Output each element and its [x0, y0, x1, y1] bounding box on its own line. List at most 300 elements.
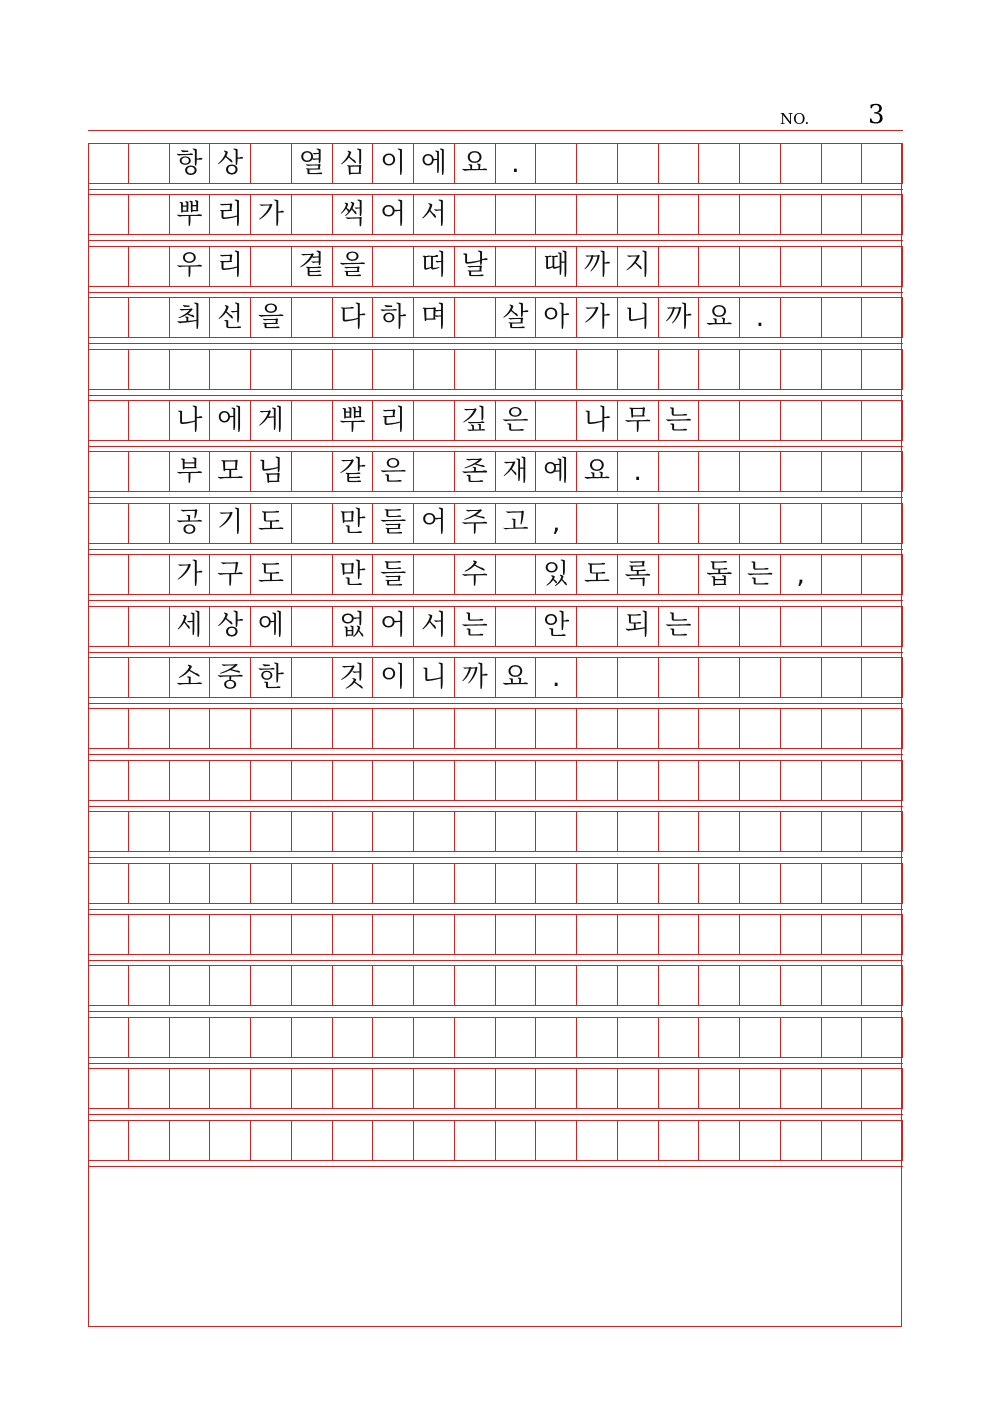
page-number-area [780, 100, 900, 130]
row-bottom-line [88, 1057, 903, 1058]
grid-cell [129, 914, 170, 954]
row-bottom-line [88, 903, 903, 904]
grid-cell [129, 349, 170, 389]
grid-cell [170, 914, 211, 954]
grid-cell [699, 1068, 740, 1108]
header-rule [88, 130, 903, 131]
grid-cell: 선 [210, 297, 251, 337]
grid-cell [170, 1068, 211, 1108]
grid-cell: 수 [455, 554, 496, 594]
grid-cell [740, 400, 781, 440]
grid-cell [496, 708, 537, 748]
grid-cell: 서 [414, 194, 455, 234]
grid-cell [496, 349, 537, 389]
grid-cell: , [536, 503, 577, 543]
row-gap-line [88, 600, 903, 601]
row-gap-line [88, 292, 903, 293]
grid-cell: 님 [251, 451, 292, 491]
grid-cell [659, 1017, 700, 1057]
grid-cell [862, 194, 903, 234]
grid-cell: 열 [292, 143, 333, 183]
row-bottom-line [88, 954, 903, 955]
grid-cell: 소 [170, 657, 211, 697]
row-cells [88, 863, 903, 903]
grid-cell [373, 708, 414, 748]
grid-cell [414, 554, 455, 594]
grid-cell [455, 811, 496, 851]
grid-cell [292, 194, 333, 234]
grid-cell [129, 503, 170, 543]
grid-cell [292, 1017, 333, 1057]
grid-cell [129, 246, 170, 286]
grid-cell [862, 914, 903, 954]
grid-cell [292, 503, 333, 543]
row-gap-line [88, 446, 903, 447]
grid-cell [251, 143, 292, 183]
grid-cell [373, 349, 414, 389]
grid-cell [699, 965, 740, 1005]
row-cells [88, 246, 903, 286]
grid-cell [129, 400, 170, 440]
grid-cell [781, 708, 822, 748]
grid-cell [822, 1120, 863, 1160]
grid-cell [536, 811, 577, 851]
grid-cell [740, 863, 781, 903]
grid-cell: 들 [373, 554, 414, 594]
row-gap-line [88, 240, 903, 241]
grid-cell [496, 1068, 537, 1108]
row-bottom-line [88, 594, 903, 595]
grid-cell: 떠 [414, 246, 455, 286]
row-gap-line [88, 1114, 903, 1115]
grid-cell: 리 [210, 246, 251, 286]
grid-cell: 이 [373, 657, 414, 697]
grid-cell: 을 [333, 246, 374, 286]
grid-cell: 심 [333, 143, 374, 183]
grid-row [88, 297, 903, 349]
grid-cell [88, 1120, 129, 1160]
grid-cell [577, 1068, 618, 1108]
row-bottom-line [88, 389, 903, 390]
grid-cell [577, 965, 618, 1005]
grid-cell [455, 708, 496, 748]
grid-cell [781, 451, 822, 491]
row-cells [88, 811, 903, 851]
row-gap-line [88, 909, 903, 910]
grid-cell [618, 1120, 659, 1160]
grid-cell [455, 349, 496, 389]
grid-cell [170, 760, 211, 800]
grid-cell [618, 657, 659, 697]
grid-cell [781, 194, 822, 234]
grid-cell [862, 246, 903, 286]
grid-cell [292, 400, 333, 440]
row-cells [88, 503, 903, 543]
grid-cell: 뿌 [170, 194, 211, 234]
grid-cell [699, 1120, 740, 1160]
row-gap-line [88, 549, 903, 550]
grid-cell [740, 811, 781, 851]
grid-cell [455, 914, 496, 954]
grid-cell [659, 914, 700, 954]
grid-cell [659, 503, 700, 543]
grid-cell: . [618, 451, 659, 491]
grid-cell: 때 [536, 246, 577, 286]
grid-cell: 하 [373, 297, 414, 337]
grid-row [88, 1017, 903, 1069]
grid-cell: 요 [699, 297, 740, 337]
row-cells [88, 1120, 903, 1160]
grid-cell [414, 914, 455, 954]
row-cells [88, 606, 903, 646]
grid-cell [170, 708, 211, 748]
grid-cell [88, 811, 129, 851]
grid-cell: 고 [496, 503, 537, 543]
row-gap-line [88, 1063, 903, 1064]
row-bottom-line [88, 800, 903, 801]
grid-cell [699, 657, 740, 697]
grid-cell [536, 1120, 577, 1160]
grid-cell [577, 811, 618, 851]
grid-cell [292, 811, 333, 851]
grid-cell [862, 1068, 903, 1108]
grid-cell: 공 [170, 503, 211, 543]
grid-cell [577, 143, 618, 183]
grid-cell [618, 1017, 659, 1057]
grid-cell [496, 914, 537, 954]
grid-row [88, 246, 903, 298]
row-bottom-line [88, 1108, 903, 1109]
grid-cell [659, 760, 700, 800]
grid-cell [822, 503, 863, 543]
row-gap-line [88, 652, 903, 653]
grid-cell: 같 [333, 451, 374, 491]
grid-cell [699, 811, 740, 851]
grid-cell [740, 760, 781, 800]
grid-cell [822, 400, 863, 440]
grid-cell [129, 554, 170, 594]
grid-cell: 어 [414, 503, 455, 543]
grid-cell [292, 554, 333, 594]
grid-cell [88, 708, 129, 748]
grid-cell [292, 657, 333, 697]
grid-cell [88, 503, 129, 543]
grid-cell [740, 606, 781, 646]
grid-cell: 상 [210, 606, 251, 646]
grid-cell: 요 [577, 451, 618, 491]
grid-cell [414, 1120, 455, 1160]
grid-cell [822, 863, 863, 903]
grid-cell [699, 760, 740, 800]
grid-cell [170, 1120, 211, 1160]
grid-cell [129, 194, 170, 234]
grid-row [88, 657, 903, 709]
grid-cell [699, 400, 740, 440]
grid-cell [414, 349, 455, 389]
grid-cell [210, 1120, 251, 1160]
grid-cell: . [536, 657, 577, 697]
grid-cell [373, 246, 414, 286]
grid-cell [292, 606, 333, 646]
grid-cell: 것 [333, 657, 374, 697]
grid-cell: 리 [210, 194, 251, 234]
grid-cell [373, 760, 414, 800]
grid-cell [292, 965, 333, 1005]
grid-cell: 가 [170, 554, 211, 594]
grid-cell: 도 [251, 554, 292, 594]
grid-cell: 아 [536, 297, 577, 337]
grid-cell [88, 297, 129, 337]
grid-cell: 깊 [455, 400, 496, 440]
grid-cell [129, 760, 170, 800]
grid-cell [251, 863, 292, 903]
grid-cell [618, 1068, 659, 1108]
row-bottom-line [88, 543, 903, 544]
grid-cell [292, 1068, 333, 1108]
grid-cell [659, 1120, 700, 1160]
grid-cell: 을 [251, 297, 292, 337]
grid-row [88, 143, 903, 195]
grid-cell [699, 194, 740, 234]
grid-cell [455, 297, 496, 337]
grid-cell: 록 [618, 554, 659, 594]
grid-cell [618, 503, 659, 543]
grid-cell [496, 1017, 537, 1057]
grid-cell [577, 657, 618, 697]
row-bottom-line [88, 851, 903, 852]
grid-cell [862, 657, 903, 697]
grid-cell: 는 [740, 554, 781, 594]
grid-cell: 중 [210, 657, 251, 697]
grid-cell [659, 194, 700, 234]
grid-cell [292, 914, 333, 954]
grid-cell: 살 [496, 297, 537, 337]
grid-cell [781, 246, 822, 286]
grid-cell [414, 863, 455, 903]
grid-cell [496, 606, 537, 646]
grid-cell [496, 863, 537, 903]
row-cells [88, 451, 903, 491]
grid-cell [699, 451, 740, 491]
grid-cell [170, 965, 211, 1005]
grid-cell [659, 965, 700, 1005]
row-cells [88, 554, 903, 594]
grid-cell [373, 811, 414, 851]
grid-cell [618, 965, 659, 1005]
grid-cell [292, 349, 333, 389]
page-number: 3 [868, 100, 885, 130]
grid-cell [822, 194, 863, 234]
grid-cell [170, 811, 211, 851]
grid-cell [373, 1017, 414, 1057]
grid-cell [862, 554, 903, 594]
grid-cell [333, 965, 374, 1005]
grid-cell [740, 914, 781, 954]
grid-cell [699, 143, 740, 183]
grid-cell [333, 1017, 374, 1057]
grid-cell [862, 349, 903, 389]
grid-cell [699, 1017, 740, 1057]
row-gap-line [88, 754, 903, 755]
row-cells [88, 657, 903, 697]
grid-cell [455, 1068, 496, 1108]
grid-cell: 썩 [333, 194, 374, 234]
grid-row [88, 914, 903, 966]
grid-cell [862, 708, 903, 748]
grid-cell [862, 760, 903, 800]
grid-cell [822, 349, 863, 389]
grid-cell [862, 503, 903, 543]
grid-row [88, 194, 903, 246]
grid-cell [536, 1017, 577, 1057]
grid-cell [88, 1068, 129, 1108]
grid-cell [822, 811, 863, 851]
row-bottom-line [88, 1160, 903, 1161]
grid-cell [88, 914, 129, 954]
row-cells [88, 1017, 903, 1057]
grid-cell: 구 [210, 554, 251, 594]
grid-cell [740, 246, 781, 286]
grid-row [88, 400, 903, 452]
grid-cell: 가 [251, 194, 292, 234]
grid-cell: 있 [536, 554, 577, 594]
grid-row [88, 863, 903, 915]
grid-cell [577, 1120, 618, 1160]
grid-cell [536, 863, 577, 903]
grid-cell [618, 194, 659, 234]
grid-cell [333, 914, 374, 954]
grid-cell [536, 965, 577, 1005]
grid-cell: 뿌 [333, 400, 374, 440]
row-cells [88, 400, 903, 440]
row-gap-line [88, 1166, 903, 1167]
grid-cell [88, 1017, 129, 1057]
grid-cell [577, 708, 618, 748]
row-cells [88, 1068, 903, 1108]
grid-cell [862, 297, 903, 337]
grid-cell [251, 246, 292, 286]
grid-cell: 는 [659, 606, 700, 646]
row-cells [88, 965, 903, 1005]
grid-cell [251, 1017, 292, 1057]
grid-cell [659, 811, 700, 851]
grid-cell [129, 657, 170, 697]
grid-cell: 무 [618, 400, 659, 440]
grid-cell [88, 606, 129, 646]
grid-cell [536, 708, 577, 748]
grid-cell [781, 503, 822, 543]
grid-cell [862, 451, 903, 491]
grid-cell [129, 965, 170, 1005]
grid-row [88, 606, 903, 658]
grid-cell [822, 965, 863, 1005]
grid-cell [781, 349, 822, 389]
grid-cell [292, 863, 333, 903]
grid-cell [659, 349, 700, 389]
grid-cell: 가 [577, 297, 618, 337]
grid-cell [129, 297, 170, 337]
grid-cell [129, 863, 170, 903]
grid-cell [88, 965, 129, 1005]
grid-cell [822, 760, 863, 800]
row-bottom-line [88, 337, 903, 338]
grid-cell [129, 143, 170, 183]
grid-cell [333, 863, 374, 903]
grid-cell [659, 657, 700, 697]
grid-cell [251, 914, 292, 954]
grid-cell [251, 1068, 292, 1108]
grid-cell [333, 760, 374, 800]
grid-row [88, 760, 903, 812]
row-gap-line [88, 1011, 903, 1012]
row-gap-line [88, 395, 903, 396]
grid-cell [862, 811, 903, 851]
row-cells [88, 194, 903, 234]
grid-cell [699, 503, 740, 543]
grid-cell [536, 143, 577, 183]
grid-cell [659, 143, 700, 183]
grid-cell: 최 [170, 297, 211, 337]
grid-cell: 들 [373, 503, 414, 543]
row-gap-line [88, 857, 903, 858]
grid-cell [862, 863, 903, 903]
grid-cell [536, 760, 577, 800]
grid-cell [210, 760, 251, 800]
grid-cell [781, 143, 822, 183]
grid-cell [210, 349, 251, 389]
grid-cell [822, 1068, 863, 1108]
grid-cell [740, 349, 781, 389]
row-cells [88, 143, 903, 183]
grid-row [88, 811, 903, 863]
grid-cell [414, 760, 455, 800]
grid-cell [455, 965, 496, 1005]
grid-cell [292, 708, 333, 748]
grid-cell [618, 914, 659, 954]
grid-cell [740, 1017, 781, 1057]
grid-cell: 어 [373, 606, 414, 646]
grid-cell [292, 760, 333, 800]
grid-cell [210, 1068, 251, 1108]
grid-cell [88, 451, 129, 491]
grid-cell: 이 [373, 143, 414, 183]
grid-cell: 상 [210, 143, 251, 183]
grid-cell [414, 1017, 455, 1057]
grid-cell [740, 503, 781, 543]
grid-cell [822, 451, 863, 491]
grid-cell [170, 1017, 211, 1057]
grid-cell: 에 [251, 606, 292, 646]
grid-cell: 한 [251, 657, 292, 697]
grid-cell [129, 811, 170, 851]
row-bottom-line [88, 491, 903, 492]
grid-cell [455, 194, 496, 234]
grid-cell [333, 811, 374, 851]
grid-cell [577, 606, 618, 646]
row-gap-line [88, 189, 903, 190]
grid-cell [740, 451, 781, 491]
grid-cell [659, 863, 700, 903]
grid-cell [455, 1017, 496, 1057]
grid-cell: 우 [170, 246, 211, 286]
grid-row [88, 708, 903, 760]
grid-cell [699, 708, 740, 748]
grid-cell [862, 1017, 903, 1057]
grid-cell [496, 246, 537, 286]
grid-cell: 항 [170, 143, 211, 183]
grid-cell [699, 914, 740, 954]
grid-cell [333, 349, 374, 389]
